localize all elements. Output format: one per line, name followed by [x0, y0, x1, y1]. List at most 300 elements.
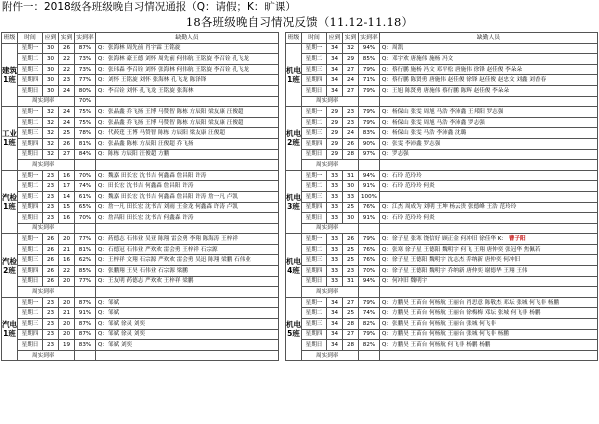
should-attend-cell: 23 [43, 170, 59, 181]
table-row [2, 255, 279, 266]
should-attend-cell: 33 [327, 191, 343, 202]
day-cell: 星期三 [18, 64, 43, 75]
weekly-summary-label: 周实到率 [18, 96, 75, 107]
should-attend-cell: 26 [43, 244, 59, 255]
weekly-summary-row [286, 223, 598, 234]
actual-attend-cell: 15 [59, 202, 75, 213]
absentee-names-text: Q：张鹏昊 王苗台 何杨航 王丽台 张城 何飞非 [382, 320, 496, 327]
weekly-summary-blank [380, 160, 598, 171]
actual-attend-cell: 25 [343, 202, 359, 213]
absentee-names-text: Q：李召铨 刘怀 孔飞龙 王铭旋 张海林 [98, 87, 194, 94]
absentee-names-text: Q：王友明 药德志 严欢欢 王梓祥 梁鹏 [98, 278, 194, 285]
actual-attend-cell: 28 [343, 149, 359, 160]
day-cell: 星期二 [18, 181, 43, 192]
day-cell: 星期四 [302, 138, 327, 149]
should-attend-cell: 34 [327, 308, 343, 319]
absentee-names-text: Q：石玲 范玲玲 何炎 [382, 214, 435, 221]
absentee-names-cell [380, 107, 598, 118]
actual-attend-cell: 20 [59, 329, 75, 340]
absentee-names-cell [380, 138, 598, 149]
day-cell: 星期一 [18, 170, 43, 181]
col-header-actual: 实到 [343, 33, 359, 44]
weekly-summary-rate [75, 223, 96, 234]
absentee-names-text: Q：杨保山 张雯 周旭 马浩 李沛鑫 罗志强 [382, 119, 485, 126]
table-row [2, 191, 279, 202]
weekly-summary-label: 周实到率 [18, 350, 75, 361]
attendance-rate-cell: 87% [75, 329, 96, 340]
absentee-names-cell [380, 170, 598, 181]
day-cell: 星期一 [302, 107, 327, 118]
attendance-rate-cell: 70% [75, 170, 96, 181]
table-row [286, 43, 598, 54]
day-cell: 星期四 [302, 266, 327, 277]
absentee-names-cell [96, 149, 279, 160]
day-cell: 星期日 [302, 85, 327, 96]
attendance-rate-cell: 91% [75, 308, 96, 319]
actual-attend-cell: 31 [343, 276, 359, 287]
should-attend-cell: 26 [43, 255, 59, 266]
day-cell: 星期日 [18, 340, 43, 351]
table-row [2, 149, 279, 160]
absentee-names-cell [96, 255, 279, 266]
absentee-names-cell [96, 308, 279, 319]
day-cell: 星期四 [302, 75, 327, 86]
actual-attend-cell: 21 [59, 244, 75, 255]
absentee-names-text: Q：药德志 石伟业 吴亚 陈翔 雷会勇 李翔 陈海涛 王梓祥 [98, 236, 238, 243]
day-cell: 星期三 [18, 128, 43, 139]
attendance-rate-cell: 61% [75, 191, 96, 202]
attendance-rate-cell: 79% [359, 107, 380, 118]
actual-attend-cell: 20 [59, 297, 75, 308]
actual-attend-cell: 25 [59, 128, 75, 139]
absentee-names-text: Q：邓宇欢 唐施伟 施杨 冯文 [382, 55, 454, 62]
weekly-summary-label: 周实到率 [302, 287, 359, 298]
should-attend-cell: 23 [43, 181, 59, 192]
absentee-names-cell [96, 107, 279, 118]
should-attend-cell: 30 [43, 64, 59, 75]
weekly-summary-label: 周实到率 [18, 287, 75, 298]
should-attend-cell: 34 [327, 319, 343, 330]
absentee-names-text: Q：方鹏昊 王苗台 何杨航 王丽台 徐梅梅 邓坛 张城 何飞非 杨鹏 [382, 310, 541, 317]
table-row [286, 297, 598, 308]
absentee-names-cell [96, 266, 279, 277]
attendance-rate-cell: 87% [75, 297, 96, 308]
absentee-names-text: Q：石玲 范玲玲 [382, 172, 422, 179]
table-row [2, 234, 279, 245]
attendance-table [285, 32, 598, 361]
absentee-names-cell [96, 170, 279, 181]
attendance-rate-cell: 94% [359, 43, 380, 54]
day-cell: 星期日 [18, 149, 43, 160]
actual-attend-cell: 19 [59, 340, 75, 351]
table-row [2, 340, 279, 351]
actual-attend-cell: 20 [59, 234, 75, 245]
should-attend-cell: 33 [327, 170, 343, 181]
should-attend-cell: 33 [327, 213, 343, 224]
attendance-rate-cell: 76% [359, 202, 380, 213]
should-attend-cell: 33 [327, 244, 343, 255]
weekly-summary-row [2, 350, 279, 361]
absentee-names-cell [380, 128, 598, 139]
absentee-names-cell [96, 43, 279, 54]
actual-attend-cell: 31 [343, 170, 359, 181]
day-cell: 星期一 [18, 43, 43, 54]
actual-attend-cell: 23 [343, 117, 359, 128]
day-cell: 星期四 [18, 202, 43, 213]
table-row [286, 181, 598, 192]
table-row [286, 234, 598, 245]
attendance-rate-cell: 83% [75, 340, 96, 351]
attendance-rate-cell: 84% [75, 149, 96, 160]
absentee-names-cell [96, 244, 279, 255]
weekly-summary-label: 周实到率 [18, 160, 75, 171]
should-attend-cell: 33 [327, 255, 343, 266]
should-attend-cell: 32 [43, 117, 59, 128]
table-row [286, 244, 598, 255]
attendance-rate-cell: 75% [75, 117, 96, 128]
absentee-names-text: Q：詹一凡 田长宏 沈书吉 刘雨 王金龙 何鑫森 许涛 卢凯 [98, 204, 238, 211]
absentee-names-cell [96, 138, 279, 149]
class-name-cell: 建筑1班 [2, 43, 18, 107]
col-header-rate: 实到率 [75, 33, 96, 44]
should-attend-cell: 23 [43, 308, 59, 319]
weekly-summary-rate [359, 160, 380, 171]
actual-attend-cell: 25 [343, 255, 359, 266]
col-header-absentees: 缺勤人员 [380, 33, 598, 44]
should-attend-cell: 30 [43, 75, 59, 86]
weekly-summary-rate [359, 287, 380, 298]
table-row [2, 64, 279, 75]
table-row [286, 308, 598, 319]
actual-attend-cell: 22 [59, 64, 75, 75]
weekly-summary-rate: 70% [75, 96, 96, 107]
absentee-names-cell [380, 329, 598, 340]
should-attend-cell: 30 [43, 85, 59, 96]
absentee-names-cell [380, 85, 598, 96]
table-row [286, 266, 598, 277]
day-cell: 星期日 [302, 340, 327, 351]
attendance-rate-cell: 91% [359, 213, 380, 224]
should-attend-cell: 29 [327, 107, 343, 118]
should-attend-cell: 26 [43, 234, 59, 245]
actual-attend-cell: 25 [343, 308, 359, 319]
should-attend-cell: 32 [43, 138, 59, 149]
actual-attend-cell: 24 [59, 117, 75, 128]
day-cell: 星期二 [18, 117, 43, 128]
table-header-row [286, 33, 598, 44]
weekly-summary-rate [75, 287, 96, 298]
absentee-names-cell [96, 234, 279, 245]
absentee-names-cell [96, 85, 279, 96]
truant-highlight: 曹子阳 [508, 236, 526, 243]
absentee-names-text: Q：魏嘉 田长宏 沈书吉 何鑫森 詹昌阳 许涛 詹一凡 卢凯 [98, 193, 238, 200]
table-row [286, 276, 598, 287]
attendance-rate-cell: 85% [75, 266, 96, 277]
actual-attend-cell: 26 [343, 138, 359, 149]
attendance-rate-cell: 73% [75, 64, 96, 75]
day-cell: 星期一 [302, 170, 327, 181]
absentee-names-text: Q：罗志强 [382, 151, 409, 158]
actual-attend-cell: 26 [59, 43, 75, 54]
weekly-summary-blank [96, 96, 279, 107]
weekly-summary-blank [96, 287, 279, 298]
absentee-names-cell [380, 266, 598, 277]
table-row [286, 170, 598, 181]
table-row [286, 329, 598, 340]
day-cell: 星期四 [18, 138, 43, 149]
absentee-names-cell [96, 181, 279, 192]
absentee-names-cell [380, 234, 598, 245]
should-attend-cell: 34 [327, 75, 343, 86]
class-name-cell: 机电5班 [286, 297, 302, 361]
absentee-names-text: Q：张晶鑫 陈栋 方辰阳 汪俊超 乔飞扬 [98, 140, 194, 147]
should-attend-cell: 29 [327, 149, 343, 160]
table-header-row [2, 33, 279, 44]
actual-attend-cell: 17 [59, 181, 75, 192]
absentee-names-text: Q：代莜莛 王博 马赞智 陈栋 方辰阳 梁友康 汪俊超 [98, 130, 225, 137]
weekly-summary-row [286, 160, 598, 171]
day-cell: 星期三 [18, 319, 43, 330]
attendance-rate-cell: 82% [359, 319, 380, 330]
col-header-class: 班级 [286, 33, 302, 44]
absentee-names-text: Q：魏嘉 田长宏 沈书吉 何鑫森 詹昌阳 许涛 [98, 172, 207, 179]
table-row [2, 85, 279, 96]
table-row [2, 128, 279, 139]
absentee-names-cell [96, 54, 279, 65]
day-cell: 星期三 [18, 191, 43, 202]
table-row [286, 107, 598, 118]
table-row [2, 308, 279, 319]
actual-attend-cell: 14 [59, 191, 75, 202]
absentee-names-cell [96, 319, 279, 330]
day-cell: 星期日 [302, 276, 327, 287]
attendance-rate-cell: 76% [359, 244, 380, 255]
col-header-actual: 实到 [59, 33, 75, 44]
should-attend-cell: 33 [327, 234, 343, 245]
day-cell: 星期二 [302, 54, 327, 65]
weekly-summary-rate [359, 223, 380, 234]
should-attend-cell: 26 [43, 276, 59, 287]
weekly-summary-blank [96, 350, 279, 361]
day-cell: 星期二 [302, 308, 327, 319]
should-attend-cell: 23 [43, 319, 59, 330]
day-cell: 星期二 [18, 308, 43, 319]
col-header-should: 应到 [43, 33, 59, 44]
absentee-names-cell [380, 276, 598, 287]
day-cell: 星期四 [18, 329, 43, 340]
absentee-names-cell [380, 54, 598, 65]
col-header-day: 时间 [18, 33, 43, 44]
actual-attend-cell: 25 [343, 244, 359, 255]
absentee-names-cell [380, 64, 598, 75]
actual-attend-cell: 28 [343, 340, 359, 351]
should-attend-cell: 33 [327, 276, 343, 287]
absentee-names-text: Q：石德冠 石伟业 严欢欢 雷会勇 王梓祥 石宗源 [98, 246, 218, 253]
should-attend-cell: 30 [43, 43, 59, 54]
absentee-names-cell [96, 191, 279, 202]
absentee-names-cell [380, 75, 598, 86]
day-cell: 星期三 [302, 64, 327, 75]
table-row [286, 64, 598, 75]
table-row [2, 266, 279, 277]
actual-attend-cell: 16 [59, 170, 75, 181]
day-cell: 星期一 [18, 234, 43, 245]
weekly-summary-label: 周实到率 [302, 350, 359, 361]
absentee-names-cell [380, 244, 598, 255]
absentee-names-cell [96, 213, 279, 224]
absentee-names-cell [380, 255, 598, 266]
attendance-rate-cell: 76% [359, 255, 380, 266]
table-row [2, 276, 279, 287]
weekly-summary-blank [380, 96, 598, 107]
absentee-names-cell [380, 149, 598, 160]
attendance-rate-cell: 94% [359, 170, 380, 181]
should-attend-cell: 23 [43, 340, 59, 351]
should-attend-cell: 34 [327, 54, 343, 65]
class-name-cell: 机电1班 [286, 43, 302, 107]
table-row [2, 117, 279, 128]
class-name-cell: 汽电1班 [2, 297, 18, 361]
left-attendance-table [1, 32, 279, 361]
should-attend-cell: 30 [43, 54, 59, 65]
absentee-names-text: Q：石玲 范玲玲 何炎 [382, 183, 435, 190]
weekly-summary-label: 周实到率 [302, 160, 359, 171]
table-row [2, 329, 279, 340]
should-attend-cell: 26 [43, 266, 59, 277]
actual-attend-cell: 16 [59, 255, 75, 266]
actual-attend-cell: 23 [343, 107, 359, 118]
attendance-rate-cell: 82% [359, 340, 380, 351]
actual-attend-cell: 27 [343, 85, 359, 96]
weekly-summary-blank [380, 287, 598, 298]
absentee-names-cell [96, 297, 279, 308]
actual-attend-cell: 27 [343, 297, 359, 308]
table-row [2, 138, 279, 149]
weekly-summary-row [286, 96, 598, 107]
table-row [286, 85, 598, 96]
table-row [286, 340, 598, 351]
day-cell: 星期二 [302, 181, 327, 192]
absentee-names-text: Q：方鹏昊 王苗台 何杨航 何飞非 杨鹏 杨鹏 [382, 342, 491, 349]
absentee-names-cell [96, 329, 279, 340]
right-attendance-table [285, 32, 598, 361]
actual-attend-cell: 22 [59, 266, 75, 277]
actual-attend-cell: 32 [343, 43, 359, 54]
day-cell: 星期一 [18, 107, 43, 118]
actual-attend-cell: 23 [343, 266, 359, 277]
attendance-rate-cell: 90% [359, 138, 380, 149]
day-cell: 星期二 [302, 117, 327, 128]
day-cell: 星期二 [18, 244, 43, 255]
actual-attend-cell: 24 [59, 85, 75, 96]
absentee-names-cell [380, 213, 598, 224]
should-attend-cell: 23 [43, 191, 59, 202]
should-attend-cell: 29 [327, 128, 343, 139]
attendance-rate-cell: 80% [75, 85, 96, 96]
absentee-names-text: Q：邹斌 徐灵 刘奕 [98, 331, 146, 338]
table-row [286, 149, 598, 160]
absentee-names-cell [96, 276, 279, 287]
absentee-names-text: Q：张雯 李沛鑫 罗志强 [382, 140, 441, 147]
absentee-names-cell [380, 202, 598, 213]
attendance-rate-cell: 79% [359, 85, 380, 96]
day-cell: 星期一 [302, 297, 327, 308]
absentee-names-cell [96, 75, 279, 86]
attendance-rate-cell: 71% [359, 75, 380, 86]
weekly-summary-row [286, 350, 598, 361]
class-name-cell: 机电4班 [286, 234, 302, 298]
table-row [2, 202, 279, 213]
table-row [2, 54, 279, 65]
should-attend-cell: 29 [327, 117, 343, 128]
weekly-summary-blank [380, 223, 598, 234]
report-title: 18各班级晚自习情况反馈（11.12-11.18） [185, 15, 414, 29]
attendance-rate-cell: 94% [359, 276, 380, 287]
should-attend-cell: 23 [43, 202, 59, 213]
day-cell: 星期三 [302, 255, 327, 266]
absentee-names-text: Q：徐子星 王德阳 魏明宇 沈志杰 乔纳新 唐仲奕 何冲旧 [382, 257, 521, 264]
attendance-rate-cell: 100% [359, 191, 380, 202]
day-cell: 星期三 [302, 128, 327, 139]
table-row [286, 255, 598, 266]
absentee-names-text: Q：何冲旧 魏明宇 [382, 278, 428, 285]
absentee-names-text: Q：张海林 豪王德 刘怀 周先前 何伟航 王铭旋 李召铨 孔飞龙 [98, 55, 250, 62]
absentee-names-text: Q：邹斌 徐灵 刘奕 [98, 320, 146, 327]
weekly-summary-blank [380, 350, 598, 361]
attendance-rate-cell: 79% [359, 234, 380, 245]
attendance-rate-cell: 97% [359, 149, 380, 160]
actual-attend-cell: 16 [59, 213, 75, 224]
day-cell: 星期一 [302, 43, 327, 54]
attendance-rate-cell: 87% [75, 43, 96, 54]
should-attend-cell: 34 [327, 43, 343, 54]
absentee-names-text: Q：张晶鑫 乔飞扬 王博 马赞智 陈栋 方辰阳 梁友康 汪俊超 [98, 119, 244, 126]
day-cell: 星期日 [18, 85, 43, 96]
should-attend-cell: 33 [327, 202, 343, 213]
attendance-rate-cell: 81% [75, 138, 96, 149]
should-attend-cell: 23 [43, 213, 59, 224]
attendance-rate-cell: 78% [75, 128, 96, 139]
absentee-names-text: Q：王梓祥 文翔 石宗源 严欢欢 雷会勇 吴迅 陈翔 梁鹏 石伟业 [98, 257, 251, 264]
weekly-summary-rate [75, 160, 96, 171]
table-row [2, 181, 279, 192]
absentee-names-cell [96, 64, 279, 75]
absentee-names-cell [96, 202, 279, 213]
should-attend-cell: 29 [327, 138, 343, 149]
weekly-summary-row [2, 96, 279, 107]
absentee-names-text: Q：蔡行鹏 陈贤勇 唐施伟 赵佳俊 徐锋 赵佳俊 赵忠文 刘鑫 刘香春 [382, 77, 547, 84]
attendance-rate-cell: 74% [359, 308, 380, 319]
absentee-names-cell [96, 117, 279, 128]
table-row [2, 297, 279, 308]
absentee-names-cell [380, 117, 598, 128]
weekly-summary-rate [75, 350, 96, 361]
absentee-names-cell [380, 308, 598, 319]
absentee-names-text: Q：徐子星 张寒 饶信好 顾正金 何冲旧 徐佳华 K： [382, 236, 508, 243]
actual-attend-cell: 24 [343, 75, 359, 86]
absentee-names-text: Q：张玮森 李召铨 刘怀 张海林 何伟航 王铭旋 李召铨 孔飞龙 [98, 66, 250, 73]
absentee-names-text: Q：张鹏翔 王昊 石伟业 石宗源 梁鹏 [98, 267, 188, 274]
actual-attend-cell: 29 [343, 54, 359, 65]
attendance-rate-cell: 87% [75, 319, 96, 330]
table-row [286, 138, 598, 149]
col-header-class: 班级 [2, 33, 18, 44]
day-cell: 星期日 [302, 213, 327, 224]
should-attend-cell: 23 [43, 297, 59, 308]
attendance-rate-cell: 77% [75, 276, 96, 287]
table-row [286, 191, 598, 202]
weekly-summary-label: 周实到率 [302, 223, 359, 234]
